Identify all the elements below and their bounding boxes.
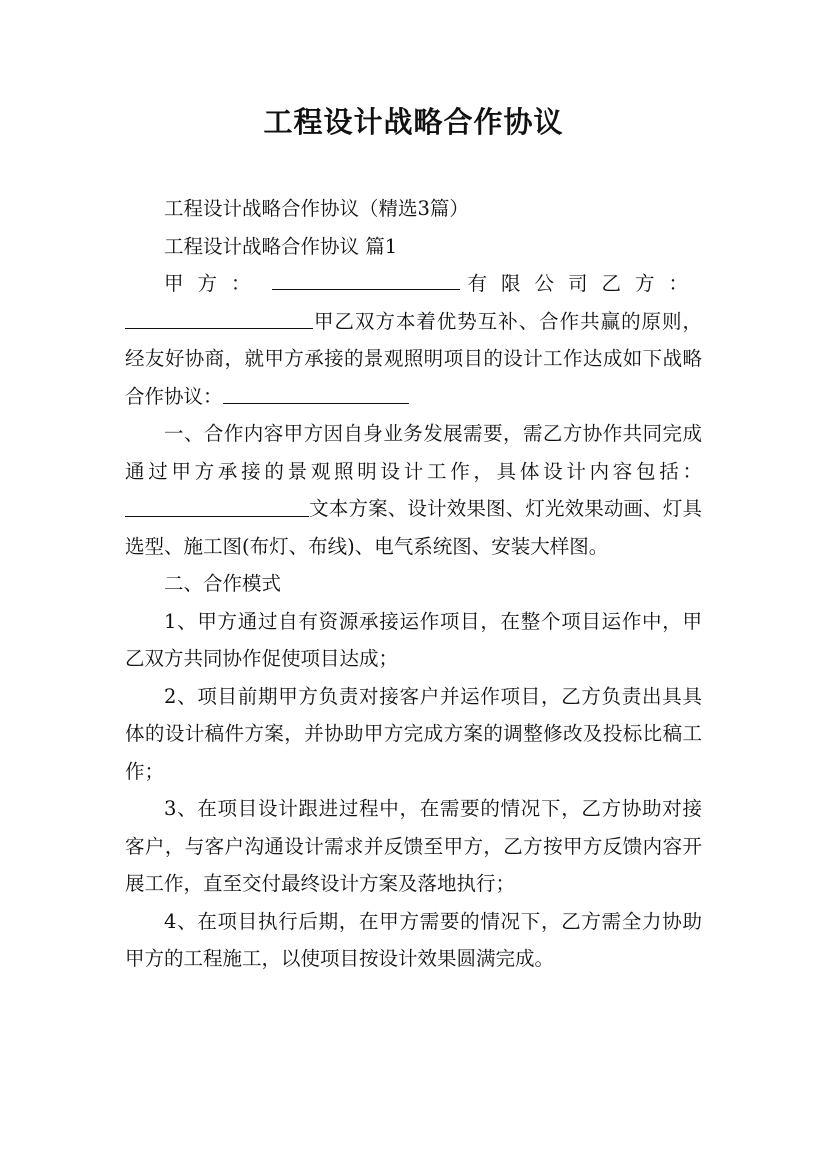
- clause-1-text-b: 文本方案、设计效果图、灯光效果动画、灯具选型、施工图(布灯、布线)、电气系统图、安装大样图。: [125, 497, 702, 558]
- clause-2-heading: 二、合作模式: [164, 572, 282, 595]
- document-title: 工程设计战略合作协议: [263, 105, 564, 139]
- party-line: [125, 265, 702, 303]
- clause-2-item-3: 3、在项目设计跟进过程中，在需要的情况下，乙方协助对接客户，与客户沟通设计需求并反馈至甲方，乙方按甲方反馈内容开展工作，直至交付最终设计方案及落地执行；: [125, 797, 702, 895]
- clause-1: [125, 415, 702, 565]
- intro-text: 甲乙双方本着优势互补、合作共赢的原则，经友好协商，就甲方承接的景观照明项目的设计工作达成如下战略合作协议：: [125, 309, 702, 408]
- party-a-blank: [272, 269, 460, 290]
- clause-1-text-a: 一、合作内容甲方因自身业务发展需要，需乙方协作共同完成通过甲方承接的景观照明设计工作，具体设计内容包括：: [125, 422, 702, 483]
- clause-2-item-1: 1、甲方通过自有资源承接运作项目，在整个项目运作中，甲乙双方共同协作促使项目达成；: [125, 609, 702, 670]
- clause-2-item-4: 4、在项目执行后期，在甲方需要的情况下，乙方需全力协助甲方的工程施工，以使项目按设计效果圆满完成。: [125, 909, 702, 970]
- party-a-suffix: 有限公司乙方：: [467, 272, 702, 295]
- clause-2-item-2: 2、项目前期甲方负责对接客户并运作项目，乙方负责出具具体的设计稿件方案，并协助甲方完成方案的调整修改及投标比稿工作；: [125, 684, 702, 783]
- intro-paragraph: [125, 303, 702, 416]
- content-blank: [125, 495, 309, 516]
- party-a-label: [164, 265, 265, 303]
- party-b-blank: [125, 308, 313, 329]
- party-a-label-text: 甲方：: [164, 272, 265, 295]
- document-body: [125, 190, 702, 978]
- section-heading: 工程设计战略合作协议 篇1: [164, 234, 398, 258]
- agreement-blank: [223, 383, 409, 404]
- subtitle-line: 工程设计战略合作协议（精选3篇）: [164, 197, 469, 220]
